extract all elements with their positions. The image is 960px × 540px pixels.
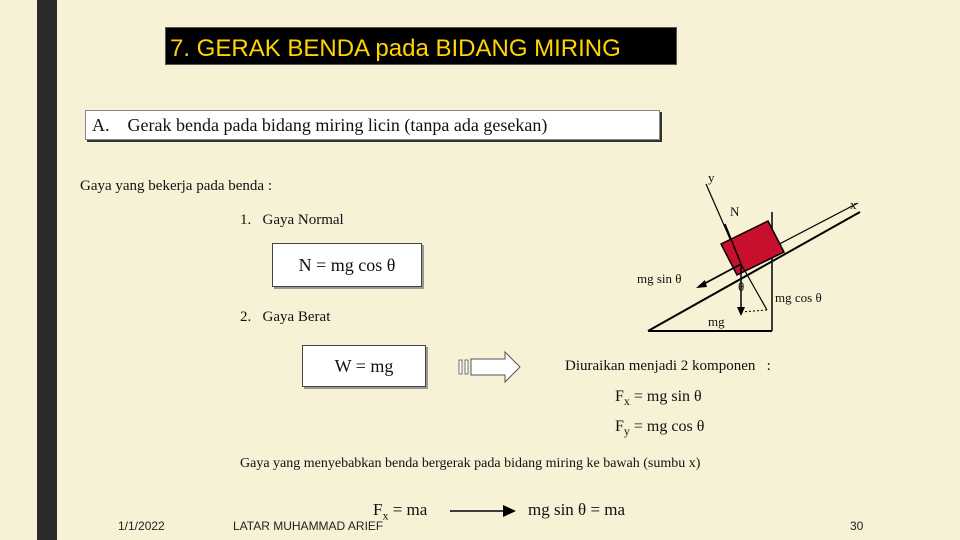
- decompose-text: Diuraikan menjadi 2 komponen :: [565, 358, 771, 374]
- result-arrowhead-icon: [503, 505, 516, 517]
- diagram-label-n: N: [730, 204, 740, 219]
- section-heading: A. Gerak benda pada bidang miring licin (tanpa ada gesekan): [92, 115, 548, 135]
- fy-rhs: = mg cos θ: [629, 418, 705, 435]
- fx-var: F: [615, 388, 624, 405]
- result-lhs-rhs: = ma: [388, 500, 428, 519]
- intro-text: Gaya yang bekerja pada benda :: [80, 178, 272, 194]
- result-lhs-var: F: [373, 500, 383, 519]
- fx-sub: x: [623, 394, 630, 409]
- item-normal-force: 1. Gaya Normal: [240, 212, 344, 228]
- cause-text: Gaya yang menyebabkan benda bergerak pada bidang miring ke bawah (sumbu x): [240, 456, 701, 471]
- normal-force-formula-text: N = mg cos θ: [298, 254, 396, 275]
- diagram-label-mg: mg: [708, 314, 725, 329]
- footer-author: LATAR MUHAMMAD ARIEF: [233, 519, 384, 533]
- diagram-label-theta: θ: [738, 279, 745, 294]
- fx-rhs: = mg sin θ: [629, 388, 702, 405]
- diagram-label-y: y: [708, 170, 715, 185]
- fy-sub: y: [623, 424, 630, 439]
- result-rhs: mg sin θ = ma: [528, 500, 626, 519]
- slide-title: 7. GERAK BENDA pada BIDANG MIRING: [170, 35, 621, 62]
- fy-var: F: [615, 418, 624, 435]
- footer-date: 1/1/2022: [118, 519, 165, 533]
- weight-formula-text: W = mg: [334, 355, 394, 376]
- diagram-label-mg-cos: mg cos θ: [775, 290, 822, 305]
- diagram-label-mg-sin: mg sin θ: [637, 271, 682, 286]
- footer-page-number: 30: [850, 519, 864, 533]
- result-lhs-sub: x: [382, 508, 389, 523]
- diagram-label-x: x: [850, 197, 857, 212]
- item-weight-force: 2. Gaya Berat: [240, 309, 331, 325]
